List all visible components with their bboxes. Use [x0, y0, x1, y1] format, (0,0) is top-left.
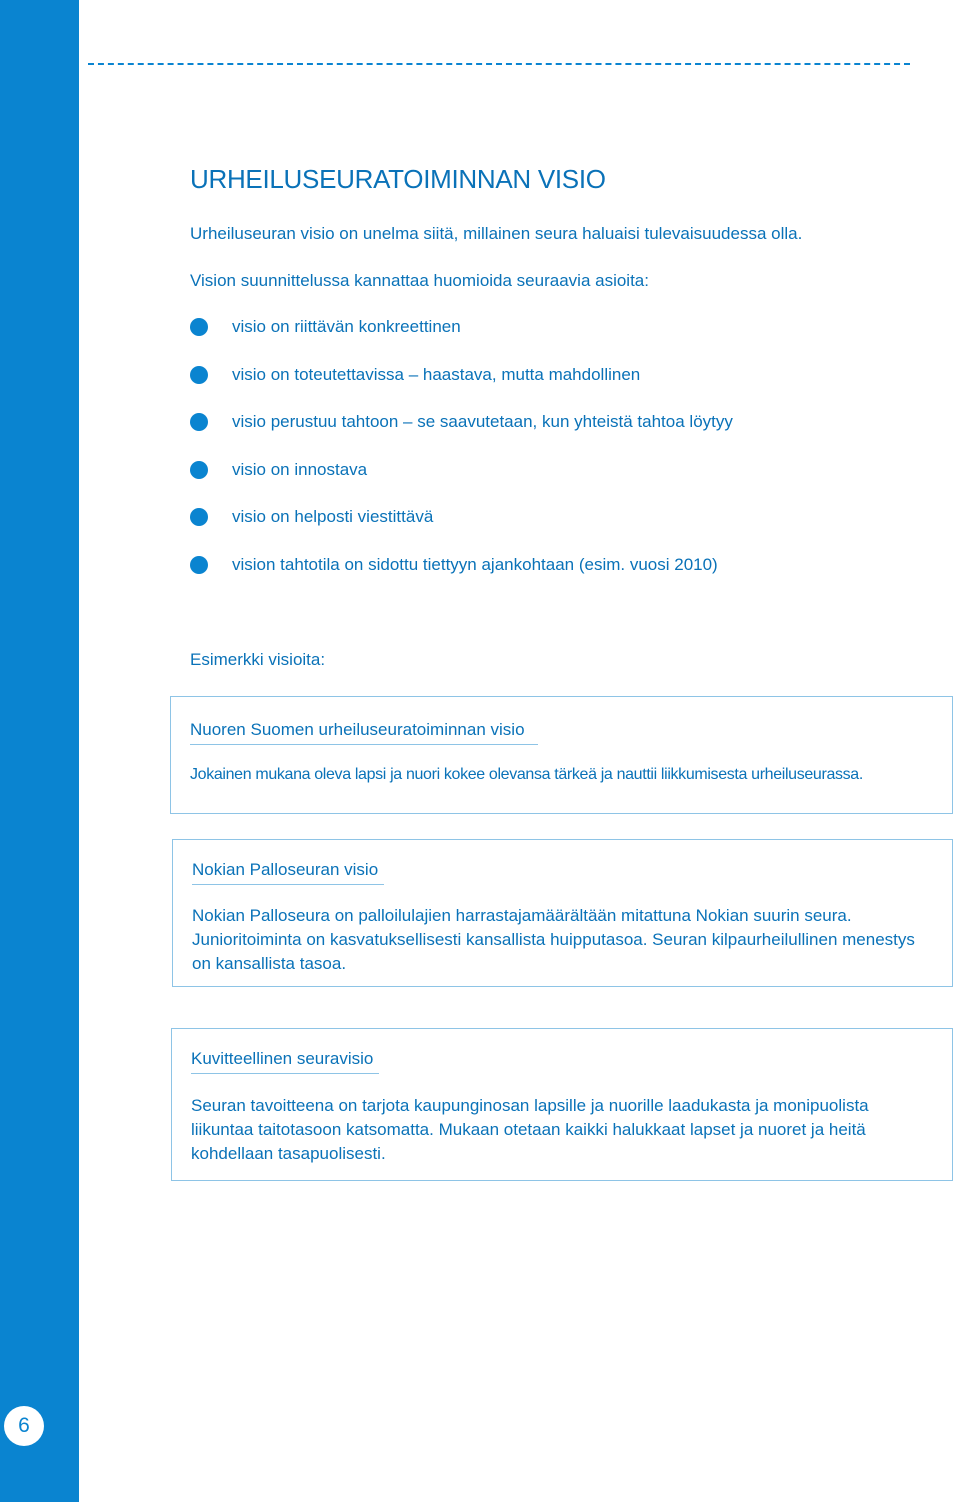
list-item-text: visio on innostava [232, 459, 368, 479]
examples-label: Esimerkki visioita: [190, 650, 326, 669]
example-box-nokian-palloseura [172, 839, 953, 987]
side-color-band [0, 0, 79, 1502]
page-number-badge: 6 [4, 1406, 44, 1446]
bullet-dot-icon [190, 508, 208, 526]
bullet-dot-icon [190, 366, 208, 384]
bullet-dot-icon [190, 556, 208, 574]
example-box-kuvitteellinen [171, 1028, 953, 1181]
example-box-text: Seuran tavoitteena on tarjota kaupunginosan lapsille ja nuorille laadukasta ja monipuolista liikuntaa taitotasoon katsomatta. Mukaan otetaan kaikki halukkaat lapset ja nuoret ja heitä kohdellaan tasapuolisesti. [191, 1096, 869, 1163]
bullet-dot-icon [190, 318, 208, 336]
example-box-title: Kuvitteellinen seuravisio [191, 1049, 379, 1074]
example-box-text: Jokainen mukana oleva lapsi ja nuori kokee olevansa tärkeä ja nauttii liikkumisesta urheiluseurassa. [190, 766, 863, 783]
example-box-title: Nokian Palloseuran visio [192, 860, 384, 885]
list-item-text: visio on riittävän konkreettinen [232, 317, 461, 336]
list-lead-text: Vision suunnittelussa kannattaa huomioida seuraavia asioita: [190, 271, 649, 290]
page-title: URHEILUSEURATOIMINNAN VISIO [190, 164, 606, 194]
intro-text: Urheiluseuran visio on unelma siitä, millainen seura haluaisi tulevaisuudessa olla. [190, 224, 803, 243]
bullet-dot-icon [190, 461, 208, 479]
example-box-text: Nokian Palloseura on palloilulajien harrastajamäärältään mitattuna Nokian suurin seura. Junioritoiminta on kasvatuksellisesti kansallista huipputasoa. Seuran kilpaurheilullinen menestys on kansallista tasoa. [192, 906, 915, 973]
list-item-text: vision tahtotila on sidottu tiettyyn ajankohtaan (esim. vuosi 2010) [232, 554, 718, 574]
bullet-dot-icon [190, 413, 208, 431]
dashed-divider [88, 63, 910, 65]
example-box-nuori-suomi [170, 696, 953, 814]
list-item-text: visio on toteutettavissa – haastava, mutta mahdollinen [232, 364, 641, 384]
list-item-text: visio on helposti viestittävä [232, 507, 434, 526]
list-item-text: visio perustuu tahtoon – se saavutetaan, kun yhteistä tahtoa löytyy [232, 412, 733, 431]
example-box-title: Nuoren Suomen urheiluseuratoiminnan visio [190, 720, 538, 745]
